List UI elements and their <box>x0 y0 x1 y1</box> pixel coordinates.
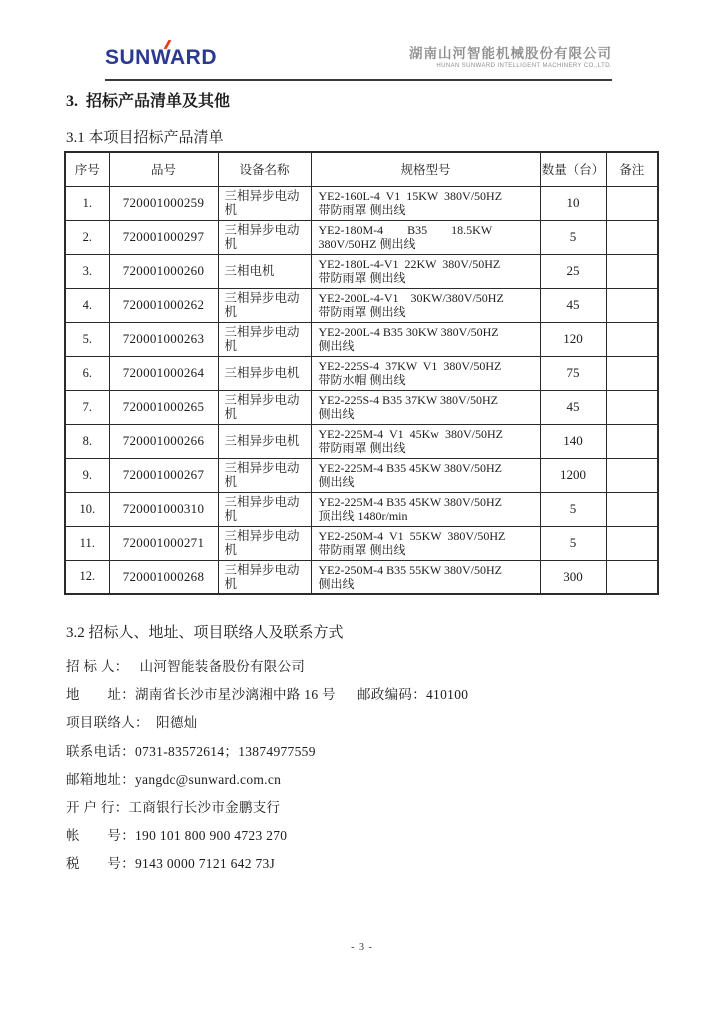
table-row <box>65 356 658 390</box>
spec-line-1: YE2-225M-4 B35 45KW 380V/50HZ <box>318 461 502 475</box>
cell-spec <box>311 424 540 458</box>
section-3-heading: 3. 招标产品清单及其他 <box>66 93 231 110</box>
cell-qty: 1200 <box>540 458 606 492</box>
spec-line-1: YE2-225S-4 B35 37KW 380V/50HZ <box>318 393 498 407</box>
cell-spec <box>311 526 540 560</box>
sunward-logo-text: SUNWARD <box>105 46 217 69</box>
table-row <box>65 390 658 424</box>
cell-serial: 3. <box>65 254 109 288</box>
table-header-row <box>65 152 658 186</box>
section-3-2-heading: 3.2 招标人、地址、项目联络人及联系方式 <box>66 625 344 641</box>
spec-line-2: 顶出线 1480r/min <box>318 509 408 523</box>
table-row <box>65 220 658 254</box>
spec-line-2: 侧出线 <box>318 576 355 591</box>
contact-line-address: 地 址：湖南省长沙市星沙漓湘中路 16 号 邮政编码：410100 <box>66 687 469 703</box>
spec-line-1: YE2-225M-4 B35 45KW 380V/50HZ <box>318 495 502 509</box>
cell-part-no: 720001000265 <box>109 390 218 424</box>
cell-device: 三相电机 <box>218 254 311 288</box>
cell-device: 三相异步电动机 <box>218 220 311 254</box>
cell-spec <box>311 288 540 322</box>
table-row <box>65 288 658 322</box>
sunward-logo <box>105 46 217 70</box>
cell-qty: 140 <box>540 424 606 458</box>
cell-remark <box>606 458 658 492</box>
cell-spec <box>311 560 540 594</box>
cell-device: 三相异步电动机 <box>218 492 311 526</box>
cell-part-no: 720001000262 <box>109 288 218 322</box>
cell-qty: 5 <box>540 220 606 254</box>
cell-remark <box>606 492 658 526</box>
cell-qty: 5 <box>540 492 606 526</box>
contact-line-phone: 联系电话：0731-83572614；13874977559 <box>66 743 316 759</box>
col-header-part-no: 品号 <box>109 152 218 186</box>
cell-part-no: 720001000260 <box>109 254 218 288</box>
table-row <box>65 560 658 594</box>
cell-device: 三相异步电动机 <box>218 186 311 220</box>
contact-info-block <box>66 655 468 881</box>
page-number: - 3 - <box>351 942 373 953</box>
spec-line-1: YE2-160L-4 V1 15KW 380V/50HZ <box>318 189 503 203</box>
cell-qty: 45 <box>540 390 606 424</box>
col-header-qty: 数量（台） <box>540 152 606 186</box>
cell-remark <box>606 560 658 594</box>
spec-line-2: 380V/50HZ 侧出线 <box>318 237 416 251</box>
cell-spec <box>311 186 540 220</box>
company-name-block <box>409 46 612 70</box>
spec-line-1: YE2-180L-4-V1 22KW 380V/50HZ <box>318 257 501 271</box>
cell-device: 三相异步电动机 <box>218 288 311 322</box>
cell-remark <box>606 356 658 390</box>
spec-line-2: 侧出线 <box>318 407 355 421</box>
table-row <box>65 492 658 526</box>
cell-spec <box>311 390 540 424</box>
spec-line-2: 带防雨罩 侧出线 <box>318 543 406 557</box>
cell-remark <box>606 186 658 220</box>
cell-remark <box>606 526 658 560</box>
cell-part-no: 720001000266 <box>109 424 218 458</box>
contact-line-bidder: 招 标 人： 山河智能装备股份有限公司 <box>66 659 306 674</box>
cell-serial: 2. <box>65 220 109 254</box>
cell-device: 三相异步电机 <box>218 356 311 390</box>
cell-part-no: 720001000297 <box>109 220 218 254</box>
cell-remark <box>606 254 658 288</box>
col-header-serial: 序号 <box>65 152 109 186</box>
cell-device: 三相异步电动机 <box>218 526 311 560</box>
cell-serial: 7. <box>65 390 109 424</box>
header-divider-line <box>105 79 612 81</box>
spec-line-2: 侧出线 <box>318 339 355 353</box>
cell-spec <box>311 458 540 492</box>
spec-line-1: YE2-225M-4 V1 45Kw 380V/50HZ <box>318 427 503 441</box>
cell-serial: 4. <box>65 288 109 322</box>
col-header-spec: 规格型号 <box>311 152 540 186</box>
cell-serial: 10. <box>65 492 109 526</box>
spec-line-1: YE2-180M-4 B35 18.5KW <box>318 223 493 237</box>
cell-device: 三相异步电动机 <box>218 390 311 424</box>
cell-part-no: 720001000310 <box>109 492 218 526</box>
spec-line-1: YE2-250M-4 B35 55KW 380V/50HZ <box>318 562 502 577</box>
cell-spec <box>311 220 540 254</box>
table-row <box>65 186 658 220</box>
cell-device: 三相异步电动机 <box>218 458 311 492</box>
cell-spec <box>311 254 540 288</box>
contact-line-account: 帐 号：190 101 800 900 4723 270 <box>66 828 288 844</box>
spec-line-1: YE2-200L-4-V1 30KW/380V/50HZ <box>318 291 504 305</box>
table-row <box>65 254 658 288</box>
cell-serial: 6. <box>65 356 109 390</box>
cell-device: 三相异步电动机 <box>218 322 311 356</box>
cell-qty: 10 <box>540 186 606 220</box>
cell-spec <box>311 492 540 526</box>
spec-line-1: YE2-225S-4 37KW V1 380V/50HZ <box>318 359 502 373</box>
cell-spec <box>311 356 540 390</box>
spec-line-2: 带防雨罩 侧出线 <box>318 271 406 285</box>
contact-line-tax-no: 税 号：9143 0000 7121 642 73J <box>66 856 276 872</box>
spec-line-2: 带防雨罩 侧出线 <box>318 441 406 455</box>
cell-device: 三相异步电动机 <box>218 560 311 594</box>
cell-part-no: 720001000264 <box>109 356 218 390</box>
cell-serial: 9. <box>65 458 109 492</box>
bid-products-table <box>64 151 659 595</box>
spec-line-1: YE2-200L-4 B35 30KW 380V/50HZ <box>318 325 499 339</box>
cell-qty: 5 <box>540 526 606 560</box>
spec-line-1: YE2-250M-4 V1 55KW 380V/50HZ <box>318 529 506 543</box>
cell-qty: 45 <box>540 288 606 322</box>
cell-part-no: 720001000267 <box>109 458 218 492</box>
cell-part-no: 720001000263 <box>109 322 218 356</box>
spec-line-2: 带防雨罩 侧出线 <box>318 305 406 319</box>
cell-qty: 120 <box>540 322 606 356</box>
contact-line-email: 邮箱地址：yangdc@sunward.com.cn <box>66 771 282 787</box>
cell-serial: 1. <box>65 186 109 220</box>
cell-serial: 12. <box>65 560 109 594</box>
spec-line-2: 带防雨罩 侧出线 <box>318 203 406 217</box>
cell-part-no: 720001000271 <box>109 526 218 560</box>
cell-qty: 75 <box>540 356 606 390</box>
spec-line-2: 侧出线 <box>318 475 355 489</box>
cell-remark <box>606 390 658 424</box>
table-row <box>65 526 658 560</box>
cell-serial: 5. <box>65 322 109 356</box>
cell-device: 三相异步电机 <box>218 424 311 458</box>
contact-line-bank: 开 户 行：工商银行长沙市金鹏支行 <box>66 799 281 815</box>
cell-serial: 11. <box>65 526 109 560</box>
cell-qty: 300 <box>540 560 606 594</box>
spec-line-2: 带防水帽 侧出线 <box>318 373 406 387</box>
cell-part-no: 720001000259 <box>109 186 218 220</box>
col-header-device: 设备名称 <box>218 152 311 186</box>
cell-remark <box>606 424 658 458</box>
cell-remark <box>606 322 658 356</box>
cell-remark <box>606 220 658 254</box>
company-name-english: HUNAN SUNWARD INTELLIGENT MACHINERY CO.,LTD. <box>436 63 612 69</box>
cell-qty: 25 <box>540 254 606 288</box>
contact-line-liaison: 项目联络人： 阳德灿 <box>66 715 198 731</box>
cell-remark <box>606 288 658 322</box>
cell-part-no: 720001000268 <box>109 560 218 594</box>
col-header-remark: 备注 <box>606 152 658 186</box>
table-row <box>65 424 658 458</box>
section-3-1-heading: 3.1 本项目招标产品清单 <box>66 130 224 146</box>
cell-serial: 8. <box>65 424 109 458</box>
cell-spec <box>311 322 540 356</box>
table-row <box>65 458 658 492</box>
company-name-chinese: 湖南山河智能机械股份有限公司 <box>409 46 612 61</box>
table-row <box>65 322 658 356</box>
